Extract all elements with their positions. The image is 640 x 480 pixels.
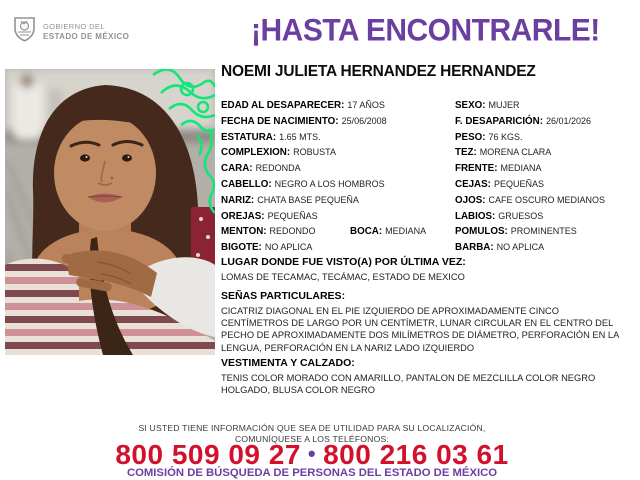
field-orejas — [221, 206, 455, 222]
phone-separator-dot: • — [307, 441, 317, 466]
field-value: PEQUEÑAS — [493, 178, 544, 189]
field-ojos — [455, 190, 637, 206]
field-label: TEZ: — [455, 147, 477, 159]
clothing-label: VESTIMENTA Y CALZADO: — [221, 357, 355, 369]
field-value: 17 AÑOS — [347, 100, 385, 110]
field-fecha-nacimiento — [221, 111, 455, 127]
field-label: LABIOS: — [455, 210, 496, 222]
clothing-line: HOLGADO, BLUSA COLOR NEGRO — [221, 384, 375, 395]
field-value: REDONDA — [255, 163, 301, 174]
section-particular-signs — [221, 290, 635, 354]
particular-signs-line: CICATRIZ DIAGONAL EN EL PIE IZQUIERDO DE APROXIMADAMENTE CINCO — [221, 305, 560, 316]
organization-name: COMISIÓN DE BÚSQUEDA DE PERSONAS DEL ESTADO DE MÉXICO — [126, 467, 498, 479]
field-menton — [221, 221, 455, 237]
field-complexion — [221, 142, 455, 158]
field-value: REDONDO — [269, 226, 316, 237]
field-value: PEQUEÑAS — [267, 210, 318, 221]
field-frente — [455, 158, 637, 174]
field-label: MENTON: — [221, 226, 267, 238]
field-label: CABELLO: — [221, 178, 272, 190]
field-value: MEDIANA — [385, 226, 427, 237]
field-edad — [221, 95, 455, 111]
particular-signs-line: LENGUA, PERFORACIÓN EN LA NARIZ LADO IZQUIERDO — [221, 342, 475, 353]
field-value: MUJER — [488, 100, 520, 110]
logo-text — [43, 22, 129, 42]
field-tez — [455, 142, 637, 158]
field-label: EDAD AL DESAPARECER: — [221, 100, 345, 111]
fields-right-column — [455, 95, 637, 253]
field-value: NO APLICA — [264, 242, 313, 253]
field-label: BOCA: — [350, 226, 383, 238]
clothing-line: TENIS COLOR MORADO CON AMARILLO, PANTALON DE MEZCLILLA COLOR NEGRO — [221, 372, 596, 383]
field-labios — [455, 206, 637, 222]
field-value: 1.65 MTS. — [279, 131, 321, 142]
field-label: NARIZ: — [221, 194, 255, 206]
state-shield-icon — [12, 16, 37, 48]
field-value: 26/01/2026 — [546, 115, 592, 126]
field-fecha-desaparicion — [455, 111, 637, 127]
last-seen-value: LOMAS DE TECAMAC, TECÁMAC, ESTADO DE MEXICO — [221, 271, 465, 282]
logo-line2: ESTADO DE MÉXICO — [43, 31, 130, 41]
field-barba — [455, 237, 637, 253]
contact-instructions-line1: SI USTED TIENE INFORMACIÓN QUE SEA DE UTILIDAD PARA SU LOCALIZACIÓN, — [138, 423, 486, 433]
fields-left-column — [221, 95, 455, 253]
field-cejas — [455, 174, 637, 190]
particular-signs-label: SEÑAS PARTICULARES: — [221, 290, 346, 302]
field-label: POMULOS: — [455, 226, 508, 238]
field-nariz — [221, 190, 455, 206]
field-value: ROBUSTA — [293, 147, 336, 158]
field-bigote — [221, 237, 455, 253]
field-label: SEXO: — [455, 100, 486, 111]
missing-person-photo — [5, 69, 215, 355]
field-label: OJOS: — [455, 194, 486, 206]
field-value: CHATA BASE PEQUEÑA — [257, 194, 359, 205]
field-sexo — [455, 95, 637, 111]
field-value: CAFE OSCURO MEDIANOS — [488, 194, 606, 205]
field-label: FRENTE: — [455, 163, 498, 175]
field-label: BARBA: — [455, 242, 494, 254]
field-cara — [221, 158, 455, 174]
field-label: F. DESAPARICIÓN: — [455, 115, 543, 127]
field-value: NEGRO A LOS HOMBROS — [274, 178, 385, 189]
field-value: GRUESOS — [498, 210, 544, 221]
contact-instructions-line2: COMUNÍQUESE A LOS TELÉFONOS: — [235, 433, 389, 444]
field-label: CARA: — [221, 163, 253, 175]
section-last-seen — [221, 256, 635, 283]
particular-signs-line: PECHO DE APROXIMADAMENTE DOS MILÍMETROS DE DIÁMETRO, PERFORACIÓN EN LA — [221, 330, 620, 341]
field-value: 25/06/2008 — [341, 115, 387, 126]
field-value: PROMINENTES — [510, 226, 577, 237]
field-label: CEJAS: — [455, 178, 491, 190]
particular-signs-line: CENTÍMETROS DE LARGO POR UN CENTÍMETR, LUNAR CIRCULAR EN EL CENTRO DEL — [221, 317, 614, 328]
field-peso — [455, 127, 637, 143]
field-label: ESTATURA: — [221, 131, 277, 143]
gobierno-logo — [12, 16, 129, 48]
poster-title: ¡HASTA ENCONTRARLE! — [251, 13, 600, 48]
field-label: OREJAS: — [221, 210, 265, 222]
phone-number-2: 800 216 03 61 — [323, 439, 509, 470]
field-label: BIGOTE: — [221, 242, 262, 254]
section-clothing — [221, 357, 635, 396]
field-value: NO APLICA — [496, 242, 545, 253]
last-seen-label: LUGAR DONDE FUE VISTO(A) POR ÚLTIMA VEZ: — [221, 256, 466, 268]
phone-number-1: 800 509 09 27 — [115, 439, 301, 470]
field-pomulos — [455, 221, 637, 237]
field-estatura — [221, 127, 455, 143]
field-value: 76 KGS. — [488, 131, 523, 142]
field-cabello — [221, 174, 455, 190]
field-label: PESO: — [455, 131, 486, 143]
field-value: MEDIANA — [500, 163, 542, 174]
field-value: MORENA CLARA — [479, 147, 552, 158]
field-label: COMPLEXION: — [221, 147, 291, 159]
field-label: FECHA DE NACIMIENTO: — [221, 115, 339, 127]
logo-line1: GOBIERNO DEL — [43, 21, 105, 31]
person-name: NOEMI JULIETA HERNANDEZ HERNANDEZ — [221, 63, 536, 80]
